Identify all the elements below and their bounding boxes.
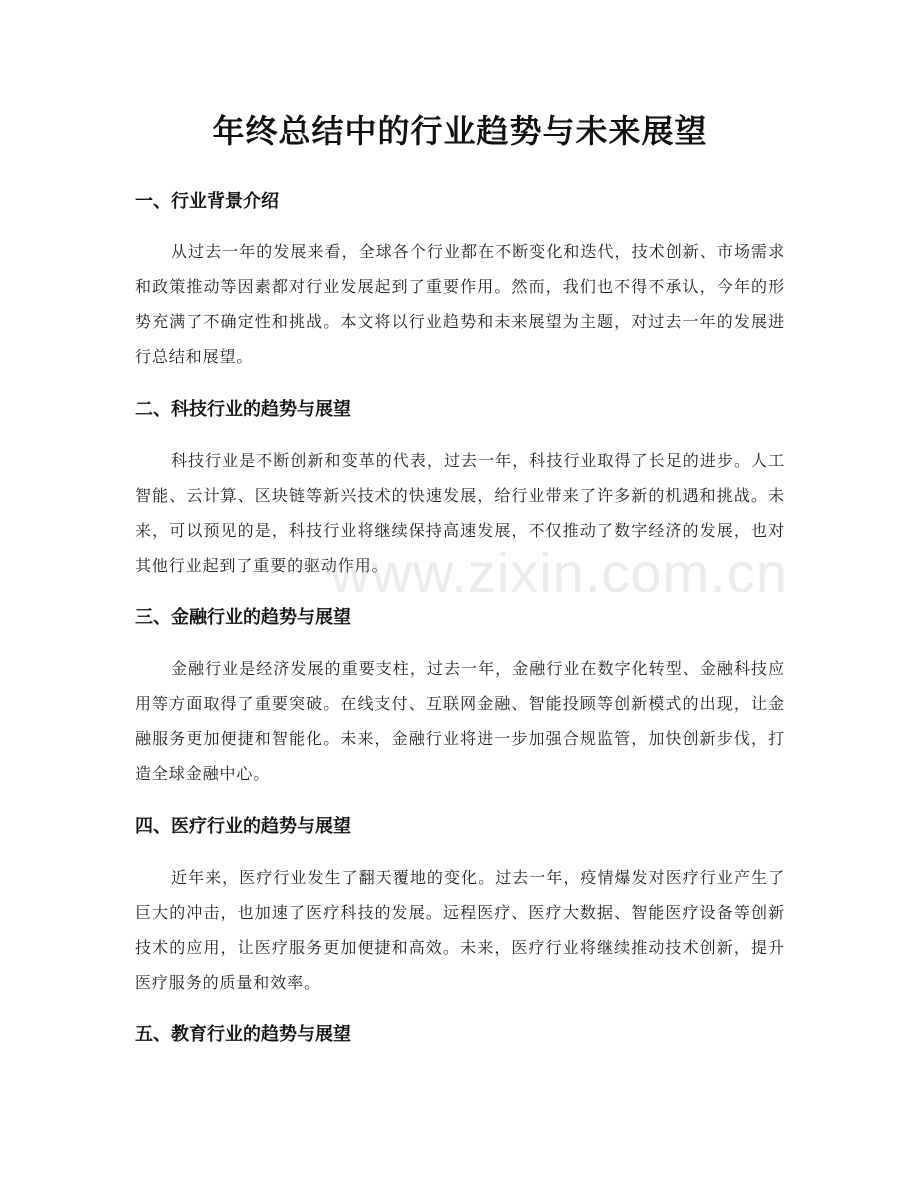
- section-body-3: 金融行业是经济发展的重要支柱，过去一年，金融行业在数字化转型、金融科技应用等方面取得了重要突破。在线支付、互联网金融、智能投顾等创新模式的出现，让金融服务更加便捷和智能化。未来，金融行业将进一步加强合规监管，加快创新步伐，打造全球金融中心。: [135, 659, 785, 783]
- section-heading-4: 四、医疗行业的趋势与展望: [135, 816, 351, 837]
- section-body-1: 从过去一年的发展来看，全球各个行业都在不断变化和迭代，技术创新、市场需求和政策推动等因素都对行业发展起到了重要作用。然而，我们也不得不承认，今年的形势充满了不确定性和挑战。本文将以行业趋势和未来展望为主题，对过去一年的发展进行总结和展望。: [135, 242, 785, 366]
- section-heading-5: 五、教育行业的趋势与展望: [135, 1024, 351, 1045]
- section-heading-2: 二、科技行业的趋势与展望: [135, 399, 351, 420]
- section-body-2: 科技行业是不断创新和变革的代表，过去一年，科技行业取得了长足的进步。人工智能、云计算、区块链等新兴技术的快速发展，给行业带来了许多新的机遇和挑战。未来，可以预见的是，科技行业将继续保持高速发展，不仅推动了数字经济的发展，也对其他行业起到了重要的驱动作用。: [135, 451, 785, 575]
- document-title: 年终总结中的行业趋势与未来展望: [212, 112, 708, 150]
- section-body-4: 近年来，医疗行业发生了翻天覆地的变化。过去一年，疫情爆发对医疗行业产生了巨大的冲击，也加速了医疗科技的发展。远程医疗、医疗大数据、智能医疗设备等创新技术的应用，让医疗服务更加便捷和高效。未来，医疗行业将继续推动技术创新，提升医疗服务的质量和效率。: [135, 868, 785, 992]
- section-heading-3: 三、金融行业的趋势与展望: [135, 607, 351, 628]
- watermark: www.zixin.com.cn: [330, 541, 788, 604]
- section-heading-1: 一、行业背景介绍: [135, 191, 279, 212]
